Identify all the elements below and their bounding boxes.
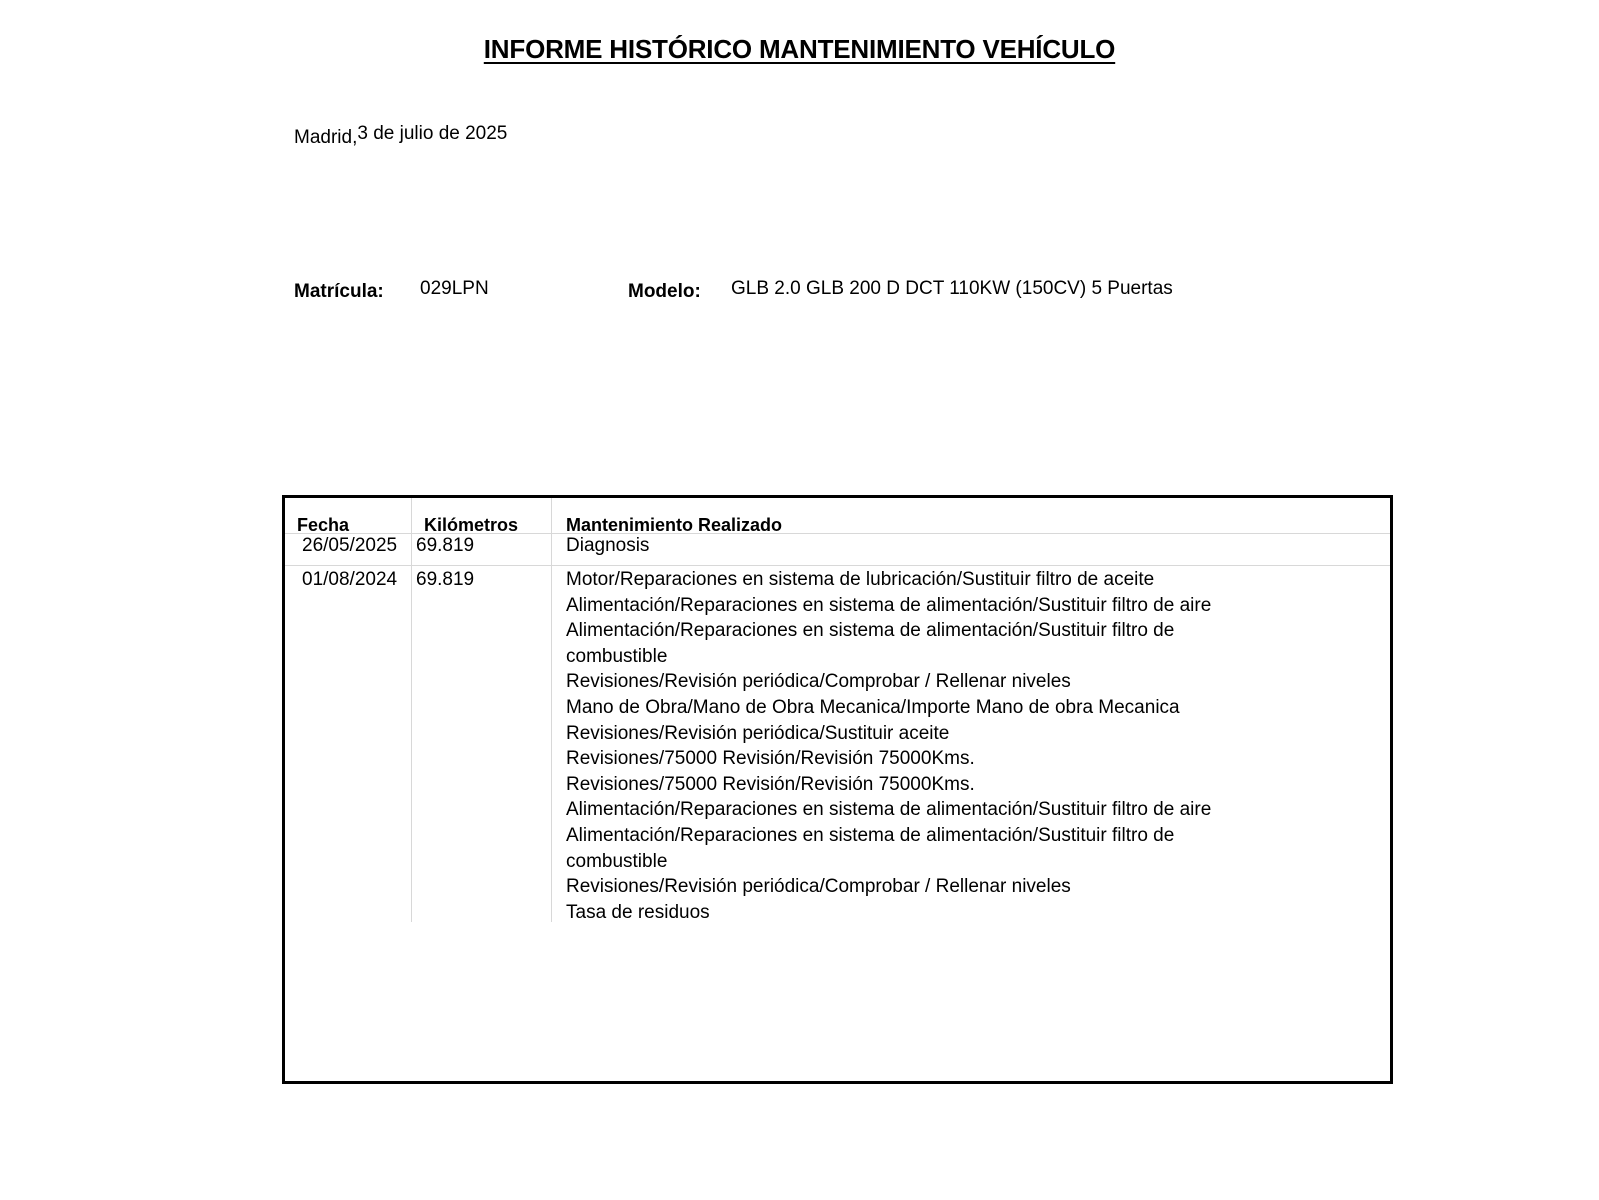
work-line: Tasa de residuos: [566, 901, 710, 923]
model-value: GLB 2.0 GLB 200 D DCT 110KW (150CV) 5 Puertas: [731, 278, 1173, 299]
row-1-km: 69.819: [416, 535, 475, 556]
header-work: Mantenimiento Realizado: [566, 515, 783, 535]
row-1-date: 26/05/2025: [302, 535, 398, 556]
work-line: Revisiones/75000 Revisión/Revisión 75000Kms.: [566, 773, 975, 795]
row-2-work: [566, 567, 1366, 925]
work-line: Revisiones/Revisión periódica/Sustituir aceite: [566, 722, 950, 744]
column-divider: [411, 498, 412, 922]
header-date: Fecha: [297, 515, 350, 535]
plate-label: Matrícula:: [294, 281, 384, 302]
plate-value: 029LPN: [420, 278, 489, 299]
work-line: Alimentación/Reparaciones en sistema de alimentación/Sustituir filtro de: [566, 620, 1175, 642]
work-line: Alimentación/Reparaciones en sistema de alimentación/Sustituir filtro de aire: [566, 594, 1212, 616]
work-line: Motor/Reparaciones en sistema de lubricación/Sustituir filtro de aceite: [566, 569, 1155, 590]
work-line: Mano de Obra/Mano de Obra Mecanica/Importe Mano de obra Mecanica: [566, 696, 1180, 718]
report-title-text: INFORME HISTÓRICO MANTENIMIENTO VEHÍCULO: [483, 34, 1116, 64]
work-line: Alimentación/Reparaciones en sistema de alimentación/Sustituir filtro de: [566, 824, 1175, 846]
work-line: combustible: [566, 850, 668, 872]
work-line: Diagnosis: [566, 535, 650, 556]
maintenance-table: [282, 495, 1393, 1084]
row-2-km: 69.819: [416, 569, 475, 590]
place-date: [294, 123, 508, 148]
row-1-work: [566, 533, 1366, 559]
model-label: Modelo:: [628, 281, 701, 302]
header-km: Kilómetros: [424, 515, 519, 535]
work-line: Revisiones/Revisión periódica/Comprobar / Rellenar niveles: [566, 876, 1071, 898]
work-line: combustible: [566, 645, 668, 667]
work-line: Alimentación/Reparaciones en sistema de alimentación/Sustituir filtro de aire: [566, 799, 1212, 821]
report-date: 3 de julio de 2025: [357, 123, 508, 144]
column-divider: [551, 498, 552, 922]
work-line: Revisiones/75000 Revisión/Revisión 75000Kms.: [566, 748, 975, 770]
report-title: [0, 34, 1599, 65]
row-2-date: 01/08/2024: [302, 569, 398, 590]
work-line: Revisiones/Revisión periódica/Comprobar / Rellenar niveles: [566, 671, 1071, 693]
row-divider: [285, 565, 1390, 566]
place-city: Madrid,: [294, 127, 358, 148]
